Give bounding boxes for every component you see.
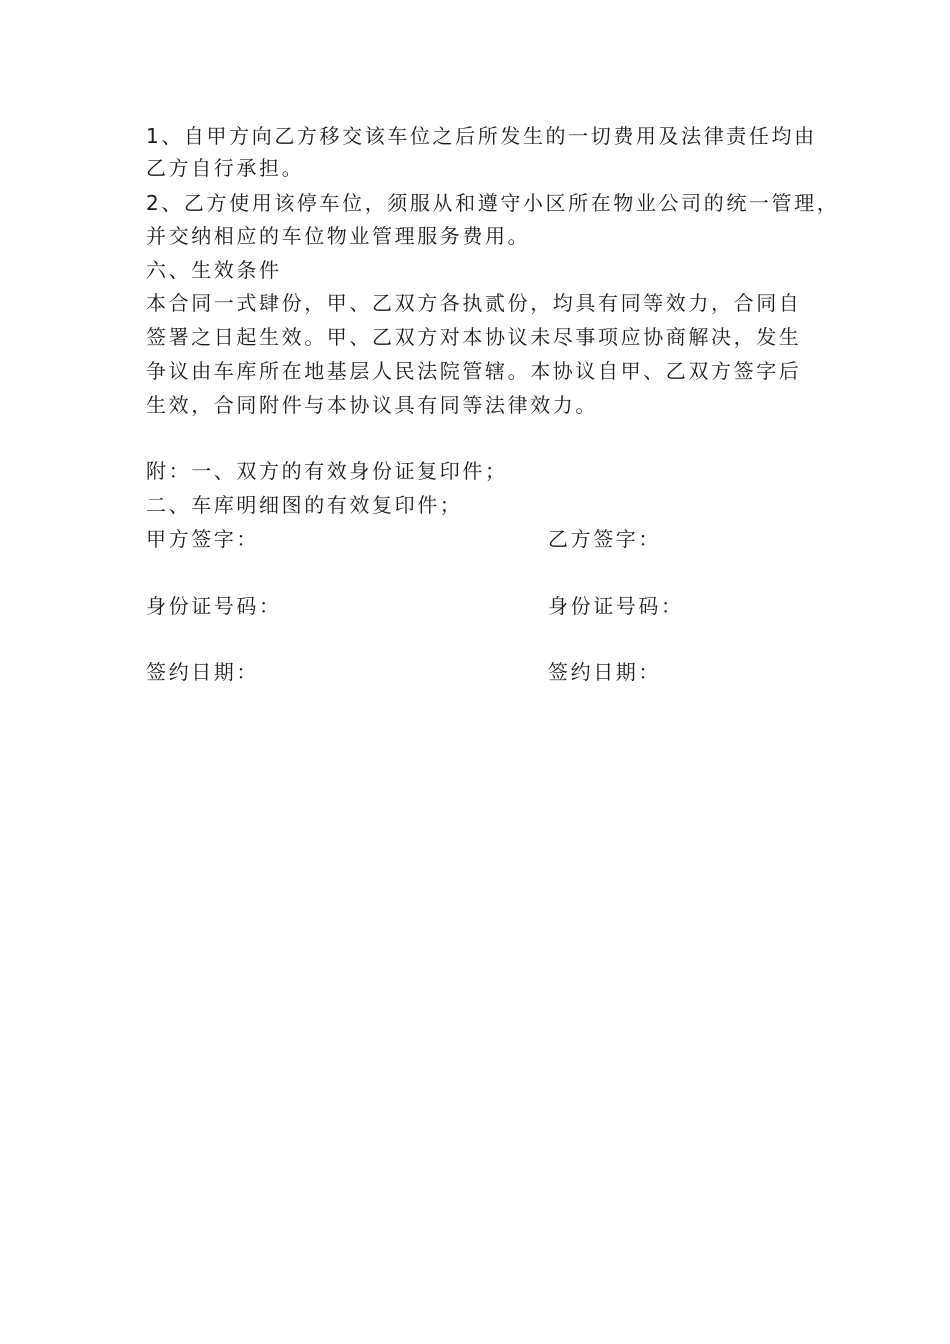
- attachment-line-2: 二、车库明细图的有效复印件；: [146, 493, 463, 517]
- clause-1-line-1: 1、自甲方向乙方移交该车位之后所发生的一切费用及法律责任均由: [146, 124, 817, 148]
- party-a-signature-label: 甲方签字：: [146, 527, 259, 551]
- party-b-id-label: 身份证号码：: [548, 594, 684, 618]
- clause-2-line-2: 并交纳相应的车位物业管理服务费用。: [146, 224, 531, 248]
- party-b-signature-label: 乙方签字：: [548, 527, 661, 551]
- clause-2-line-1: 2、乙方使用该停车位，须服从和遵守小区所在物业公司的统一管理，: [146, 191, 840, 215]
- party-b-date-label: 签约日期：: [548, 660, 661, 684]
- effective-paragraph-line-3: 争议由车库所在地基层人民法院管辖。本协议自甲、乙双方签字后: [146, 359, 802, 383]
- party-a-date-label: 签约日期：: [146, 660, 259, 684]
- clause-1-line-2: 乙方自行承担。: [146, 156, 305, 180]
- attachment-line-1: 附：一、双方的有效身份证复印件；: [146, 459, 508, 483]
- effective-paragraph-line-1: 本合同一式肆份，甲、乙双方各执贰份，均具有同等效力，合同自: [146, 291, 802, 315]
- effective-paragraph-line-2: 签署之日起生效。甲、乙双方对本协议未尽事项应协商解决，发生: [146, 325, 802, 349]
- section-heading-effective-conditions: 六、生效条件: [146, 258, 282, 282]
- party-a-id-label: 身份证号码：: [146, 594, 282, 618]
- effective-paragraph-line-4: 生效，合同附件与本协议具有同等法律效力。: [146, 393, 598, 417]
